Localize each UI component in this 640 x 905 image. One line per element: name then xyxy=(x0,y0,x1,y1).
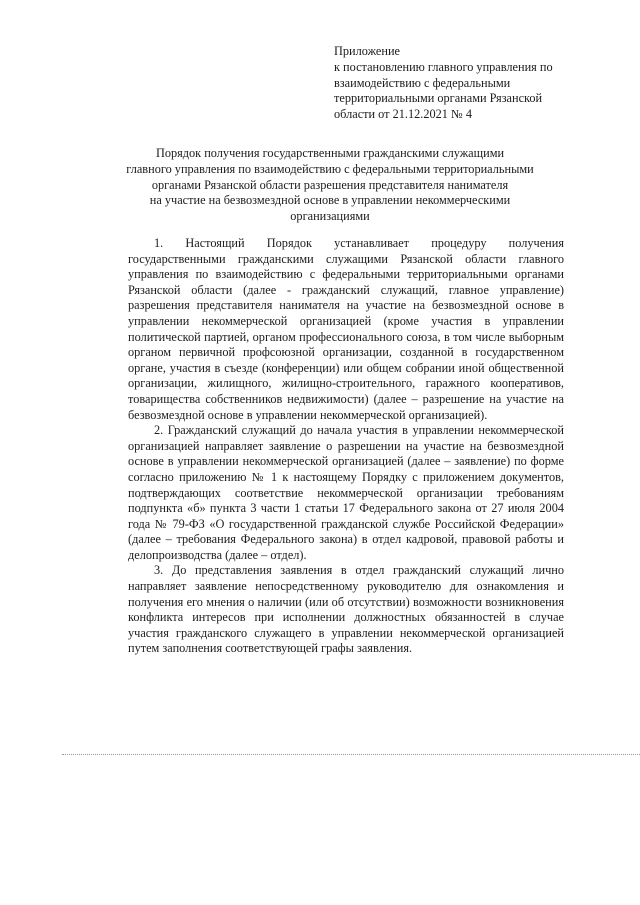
title-line: главного управления по взаимодействию с федеральными территориальными xyxy=(126,161,534,176)
document-title xyxy=(95,146,565,225)
page-divider xyxy=(62,754,640,755)
title-line: на участие на безвозмездной основе в управлении некоммерческими xyxy=(149,193,511,208)
appendix-line: территориальными органами Рязанской xyxy=(334,91,543,106)
paragraph-2: 2. Гражданский служащий до начала участия в управлении некоммерческой организацией направляет заявление о разрешении на участие на безвозмездной основе в управлении некоммерческой организацией (далее – заявление) по форме согласно приложению № 1 к настоящему Порядку с приложением документов, подтверждающих соответствие некоммерческой организации требованиям подпункта «б» пункта 3 части 1 статьи 17 Федерального закона от 27 июля 2004 года № 79-ФЗ «О государственной гражданской службе Российской Федерации» (далее – требования Федерального закона) в отдел кадровой, правовой работы и делопроизводства (далее – отдел). xyxy=(128,423,564,562)
paragraph-1: 1. Настоящий Порядок устанавливает процедуру получения государственными гражданскими служащими Рязанской области главного управления по взаимодействию с федеральными территориальными органами Рязанской области (далее - гражданский служащий, главное управление) разрешения представителя нанимателя на участие на безвозмездной основе в управлении некоммерческой организацией (кроме участия в управлении политической партией, органом профессионального союза, в том числе выборным органом первичной профсоюзной организации, созданной в государственном органе, участия в съезде (конференции) или общем собрании иной общественной организации, жилищного, жилищно-строительного, гаражного кооперативов, товарищества собственников недвижимости) (далее – разрешение на участие на безвозмездной основе в управлении некоммерческой организацией). xyxy=(128,236,564,422)
title-line: Порядок получения государственными гражданскими служащими xyxy=(155,146,505,160)
appendix-line: взаимодействию с федеральными xyxy=(334,75,511,90)
appendix-line: Приложение xyxy=(334,44,400,58)
title-line: организациями xyxy=(290,209,370,224)
paragraph-3: 3. До представления заявления в отдел гражданский служащий лично направляет заявление непосредственному руководителю для ознакомления и получения его мнения о наличии (или об отсутствии) возможности возникновения конфликта интересов при исполнении должностных обязанностей в случае участия гражданского служащего в управлении некоммерческой организацией путем заполнения соответствующей графы заявления. xyxy=(128,563,564,656)
document-body xyxy=(128,236,564,657)
appendix-line: области от 21.12.2021 № 4 xyxy=(334,107,472,122)
appendix-header xyxy=(334,44,584,123)
title-line: органами Рязанской области разрешения представителя нанимателя xyxy=(151,177,509,192)
appendix-line: к постановлению главного управления по xyxy=(334,59,553,74)
